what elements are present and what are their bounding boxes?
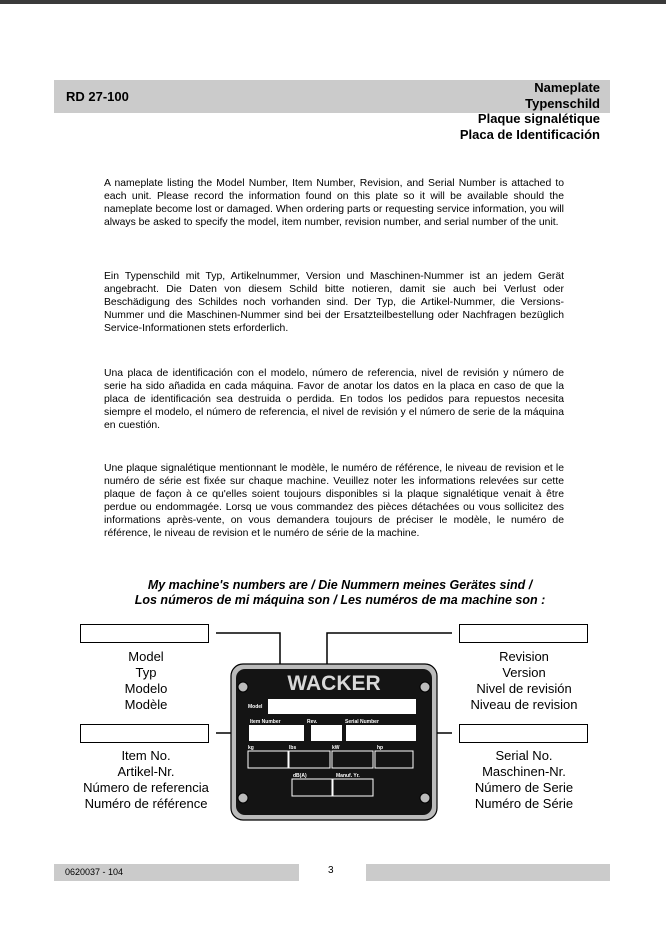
svg-text:Rev.: Rev.: [307, 719, 318, 725]
label: Item No.: [121, 748, 171, 763]
footer-doc-band: [54, 864, 299, 881]
screw-hole-icon: [420, 682, 430, 692]
label: Numéro de Série: [474, 796, 574, 811]
svg-text:kg: kg: [248, 745, 254, 751]
screw-hole-icon: [238, 682, 248, 692]
label: Revision: [499, 649, 549, 664]
label: Nivel de revisión: [476, 681, 572, 696]
title-es: Placa de Identificación: [459, 126, 600, 142]
page-number: 3: [328, 865, 334, 876]
label: Modèle: [124, 697, 168, 712]
svg-text:hp: hp: [377, 745, 384, 751]
heading-line-2: Los números de mi máquina son / Les numéros de ma machine son :: [134, 593, 546, 607]
svg-text:Item Number: Item Number: [250, 719, 281, 725]
label: Serial No.: [495, 748, 553, 763]
svg-text:dB(A): dB(A): [293, 773, 307, 779]
label: Modelo: [124, 681, 168, 696]
label: Niveau de revision: [470, 697, 578, 712]
title-fr: Plaque signalétique: [477, 111, 600, 126]
svg-text:Model: Model: [248, 704, 263, 710]
svg-text:kW: kW: [332, 745, 340, 751]
footer-right-band: [366, 864, 610, 881]
title-de: Typenschild: [525, 95, 600, 111]
paragraph-english: A nameplate listing the Model Number, Item Number, Revision, and Serial Number is attached to each unit. Please record the information found on this plate so it will be available should the nameplate become lost or damaged. When ordering parts or requesting service information, you will always be asked to specify the model, item number, revision number, and serial number of the unit.: [104, 178, 564, 228]
paragraph-german: Ein Typenschild mit Typ, Artikelnummer, Version und Maschinen-Nummer ist an jedem Gerät angebracht. Die Daten von diesem Schild bitte notieren, damit sie auch bei Verlust oder Beschädigung des Schildes noch vorhanden sind. Der Typ, die Artikel-Nummer, die Versions- Nummer und die Maschinen-Nummer sind bei der Ersatzteilbestellung oder Nachfragen bezüglich Service-Informationen stets erforderlich.: [104, 271, 564, 334]
brand-logo: WACKER: [287, 672, 381, 695]
label: Typ: [135, 665, 157, 680]
label: Maschinen-Nr.: [482, 764, 566, 779]
screw-hole-icon: [420, 793, 430, 803]
heading-line-1: My machine's numbers are / Die Nummern meines Gerätes sind /: [147, 578, 533, 592]
nameplate-illustration: [230, 663, 438, 821]
paragraph-spanish: Una placa de identificación con el modelo, número de referencia, nivel de revisión y número de serie ha sido añadida en cada máquina. Favor de anotar los datos en la placa en caso de que la placa de identificación sea destruida o perdida. En todos los pedidos para repuestos necesita siempre el modelo, el número de referencia, el nivel de revisión y el número de serie de la máquina en cuestión.: [104, 368, 564, 431]
label: Número de Serie: [474, 780, 574, 795]
svg-text:Serial Number: Serial Number: [345, 719, 379, 725]
label: Artikel-Nr.: [117, 764, 175, 779]
model-code: RD 27-100: [66, 89, 129, 104]
paragraph-french: Une plaque signalétique mentionnant le modèle, le numéro de référence, le niveau de revision et le numéro de série est fixée sur chaque machine. Veuillez noter les informations relevées sur cette plaque de façon à ce qu'elles soient toujours disponibles si la plaque signalétique venait à être perdue ou endommagée. Lorsq ue vous commandez des pièces détachées ou vous sollicitez des informations après-vente, on vous demandera toujours de préciser le modèle, le numéro de référence, le niveau de revision et le numéro de série de la machine.: [104, 463, 564, 539]
screw-hole-icon: [238, 793, 248, 803]
label: Model: [128, 649, 164, 664]
label: Version: [502, 665, 546, 680]
label: Numéro de référence: [84, 796, 208, 811]
label: Número de referencia: [83, 780, 209, 795]
svg-text:lbs: lbs: [289, 745, 297, 751]
doc-number: 0620037 - 104: [65, 867, 124, 877]
title-en: Nameplate: [534, 80, 600, 95]
svg-text:Manuf. Yr.: Manuf. Yr.: [336, 773, 360, 779]
